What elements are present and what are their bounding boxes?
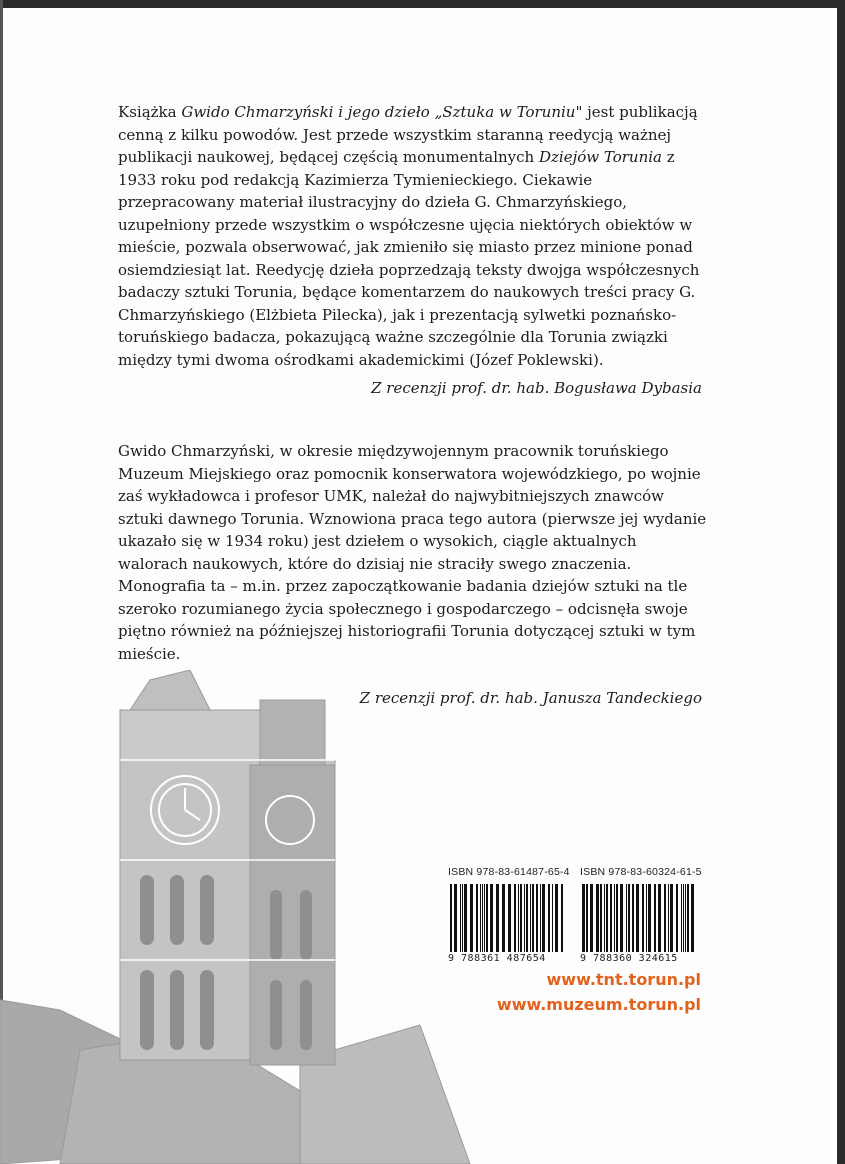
book-title: Gwido Chmarzyński i jego dzieło „Sztuka w Toruniu" — [181, 103, 583, 121]
review-tandecki — [118, 440, 708, 710]
review-dybas-body2: z 1933 roku pod redakcją Kazimierza Tymienieckiego. Ciekawie przepracowany materiał ilustracyjny do dzieła G. Chmarzyńskiego, uzupełniony przede wszystkim o współczesne ujęcia niektórych obiektów w mieście, pozwala obserwować, jak zmieniło się miasto przez minione ponad osiemdziesiąt lat. Reedycję dzieła poprzedzają teksty dwojga współczesnych badaczy sztuki Torunia, będące komentarzem do naukowych treści pracy G. Chmarzyńskiego (Elżbieta Pilecka), jak i prezentacją sylwetki poznańsko-toruńskiego badacza, pokazującą ważne szczególnie dla Torunia związki między tymi dwoma ośrodkami akademickimi (Józef Poklewski). — [118, 148, 700, 369]
url-tnt-link[interactable]: www.tnt.torun.pl — [546, 970, 701, 989]
review-dybas-intro: Książka — [118, 103, 182, 121]
scan-edge-right — [837, 0, 845, 1164]
publisher-urls — [497, 967, 701, 1017]
barcode-block-2 — [580, 866, 720, 964]
review-dybas — [118, 101, 708, 400]
isbn-label-2: ISBN 978-83-60324-61-5 — [580, 866, 702, 878]
barcode-image-1 — [448, 884, 566, 952]
review-dybas-text — [118, 101, 708, 371]
isbn-label-1: ISBN 978-83-61487-65-4 — [448, 866, 570, 878]
barcode-image-2 — [580, 884, 698, 952]
url-muzeum-link[interactable]: www.muzeum.torun.pl — [496, 995, 701, 1014]
barcode-digits-1: 9 788361 487654 — [448, 953, 546, 964]
barcode-digits-2: 9 788360 324615 — [580, 953, 678, 964]
review-dybas-body1: jest publikacją cenną z kilku powodów. Jest przede wszystkim staranną reedycją ważnej publikacji naukowej, będącej częścią monumentalnych — [118, 103, 698, 166]
barcode-block-1 — [448, 866, 588, 964]
series-title: Dziejów Torunia — [538, 148, 662, 166]
review-tandecki-attribution: Z recenzji prof. dr. hab. Janusza Tandeckiego — [359, 689, 702, 707]
review-tandecki-text: Gwido Chmarzyński, w okresie międzywojennym pracownik toruńskiego Muzeum Miejskiego oraz pomocnik konserwatora wojewódzkiego, po wojnie zaś wykładowca i profesor UMK, należał do najwybitniejszych znawców sztuki dawnego Torunia. Wznowiona praca tego autora (pierwsze jej wydanie ukazało się w 1934 roku) jest dziełem o wysokich, ciągle aktualnych walorach naukowych, które do dzisiaj nie straciły swego znaczenia. Monografia ta – m.in. przez zapoczątkowanie badania dziejów sztuki na tle szeroko rozumianego życia społecznego i gospodarczego – odcisnęła swoje piętno również na późniejszej historiografii Torunia dotyczącej sztuki w tym mieście. — [118, 442, 707, 663]
scan-edge-top — [0, 0, 845, 8]
review-dybas-attribution: Z recenzji prof. dr. hab. Bogusława Dybasia — [371, 379, 702, 397]
